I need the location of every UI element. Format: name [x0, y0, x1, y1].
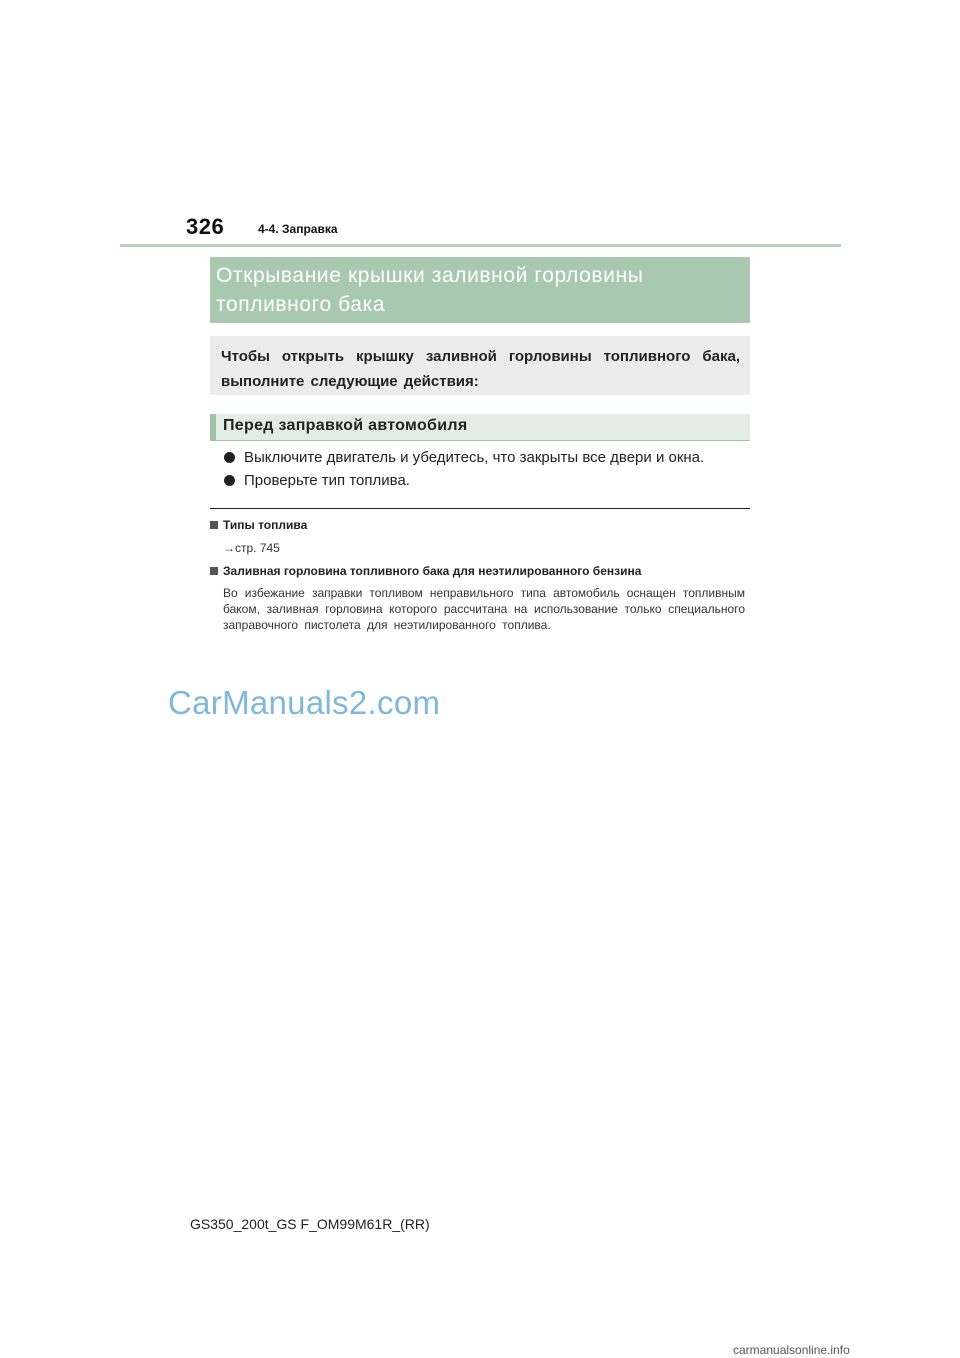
bullet-text: Выключите двигатель и убедитесь, что закрыты все двери и окна.	[244, 449, 705, 466]
note-heading-text: Типы топлива	[223, 518, 308, 532]
section-divider	[210, 508, 750, 509]
bullet-dot-icon	[224, 475, 235, 486]
subsection-title: Перед заправкой автомобиля	[210, 414, 750, 441]
note-heading-text: Заливная горловина топливного бака для неэтилированного бензина	[223, 564, 642, 578]
watermark: CarManuals2.com	[168, 684, 441, 721]
bullet-dot-icon	[224, 452, 235, 463]
page-title: Открывание крышки заливной горловины топливного бака	[210, 257, 750, 323]
note-paragraph: Во избежание заправки топливом неправильного типа автомобиль оснащен топливным баком, заливная горловина которого рассчитана на использование только специального заправочного пистолета для неэтилированного топлива.	[223, 586, 745, 632]
square-bullet-icon	[210, 567, 218, 575]
square-bullet-icon	[210, 521, 218, 529]
intro-text: Чтобы открыть крышку заливной горловины топливного бака, выполните следующие действия:	[210, 336, 750, 395]
bullet-item	[224, 449, 704, 466]
footer-site: carmanualsonline.info	[733, 1343, 850, 1357]
note-heading	[210, 564, 641, 578]
page-reference: →стр. 745	[223, 541, 280, 555]
page-number: 326	[186, 214, 225, 239]
note-heading	[210, 518, 307, 532]
bullet-item	[224, 472, 410, 489]
document-code: GS350_200t_GS F_OM99M61R_(RR)	[190, 1216, 430, 1232]
section-label: 4-4. Заправка	[258, 222, 338, 236]
bullet-text: Проверьте тип топлива.	[244, 472, 410, 489]
header-rule	[120, 244, 841, 247]
